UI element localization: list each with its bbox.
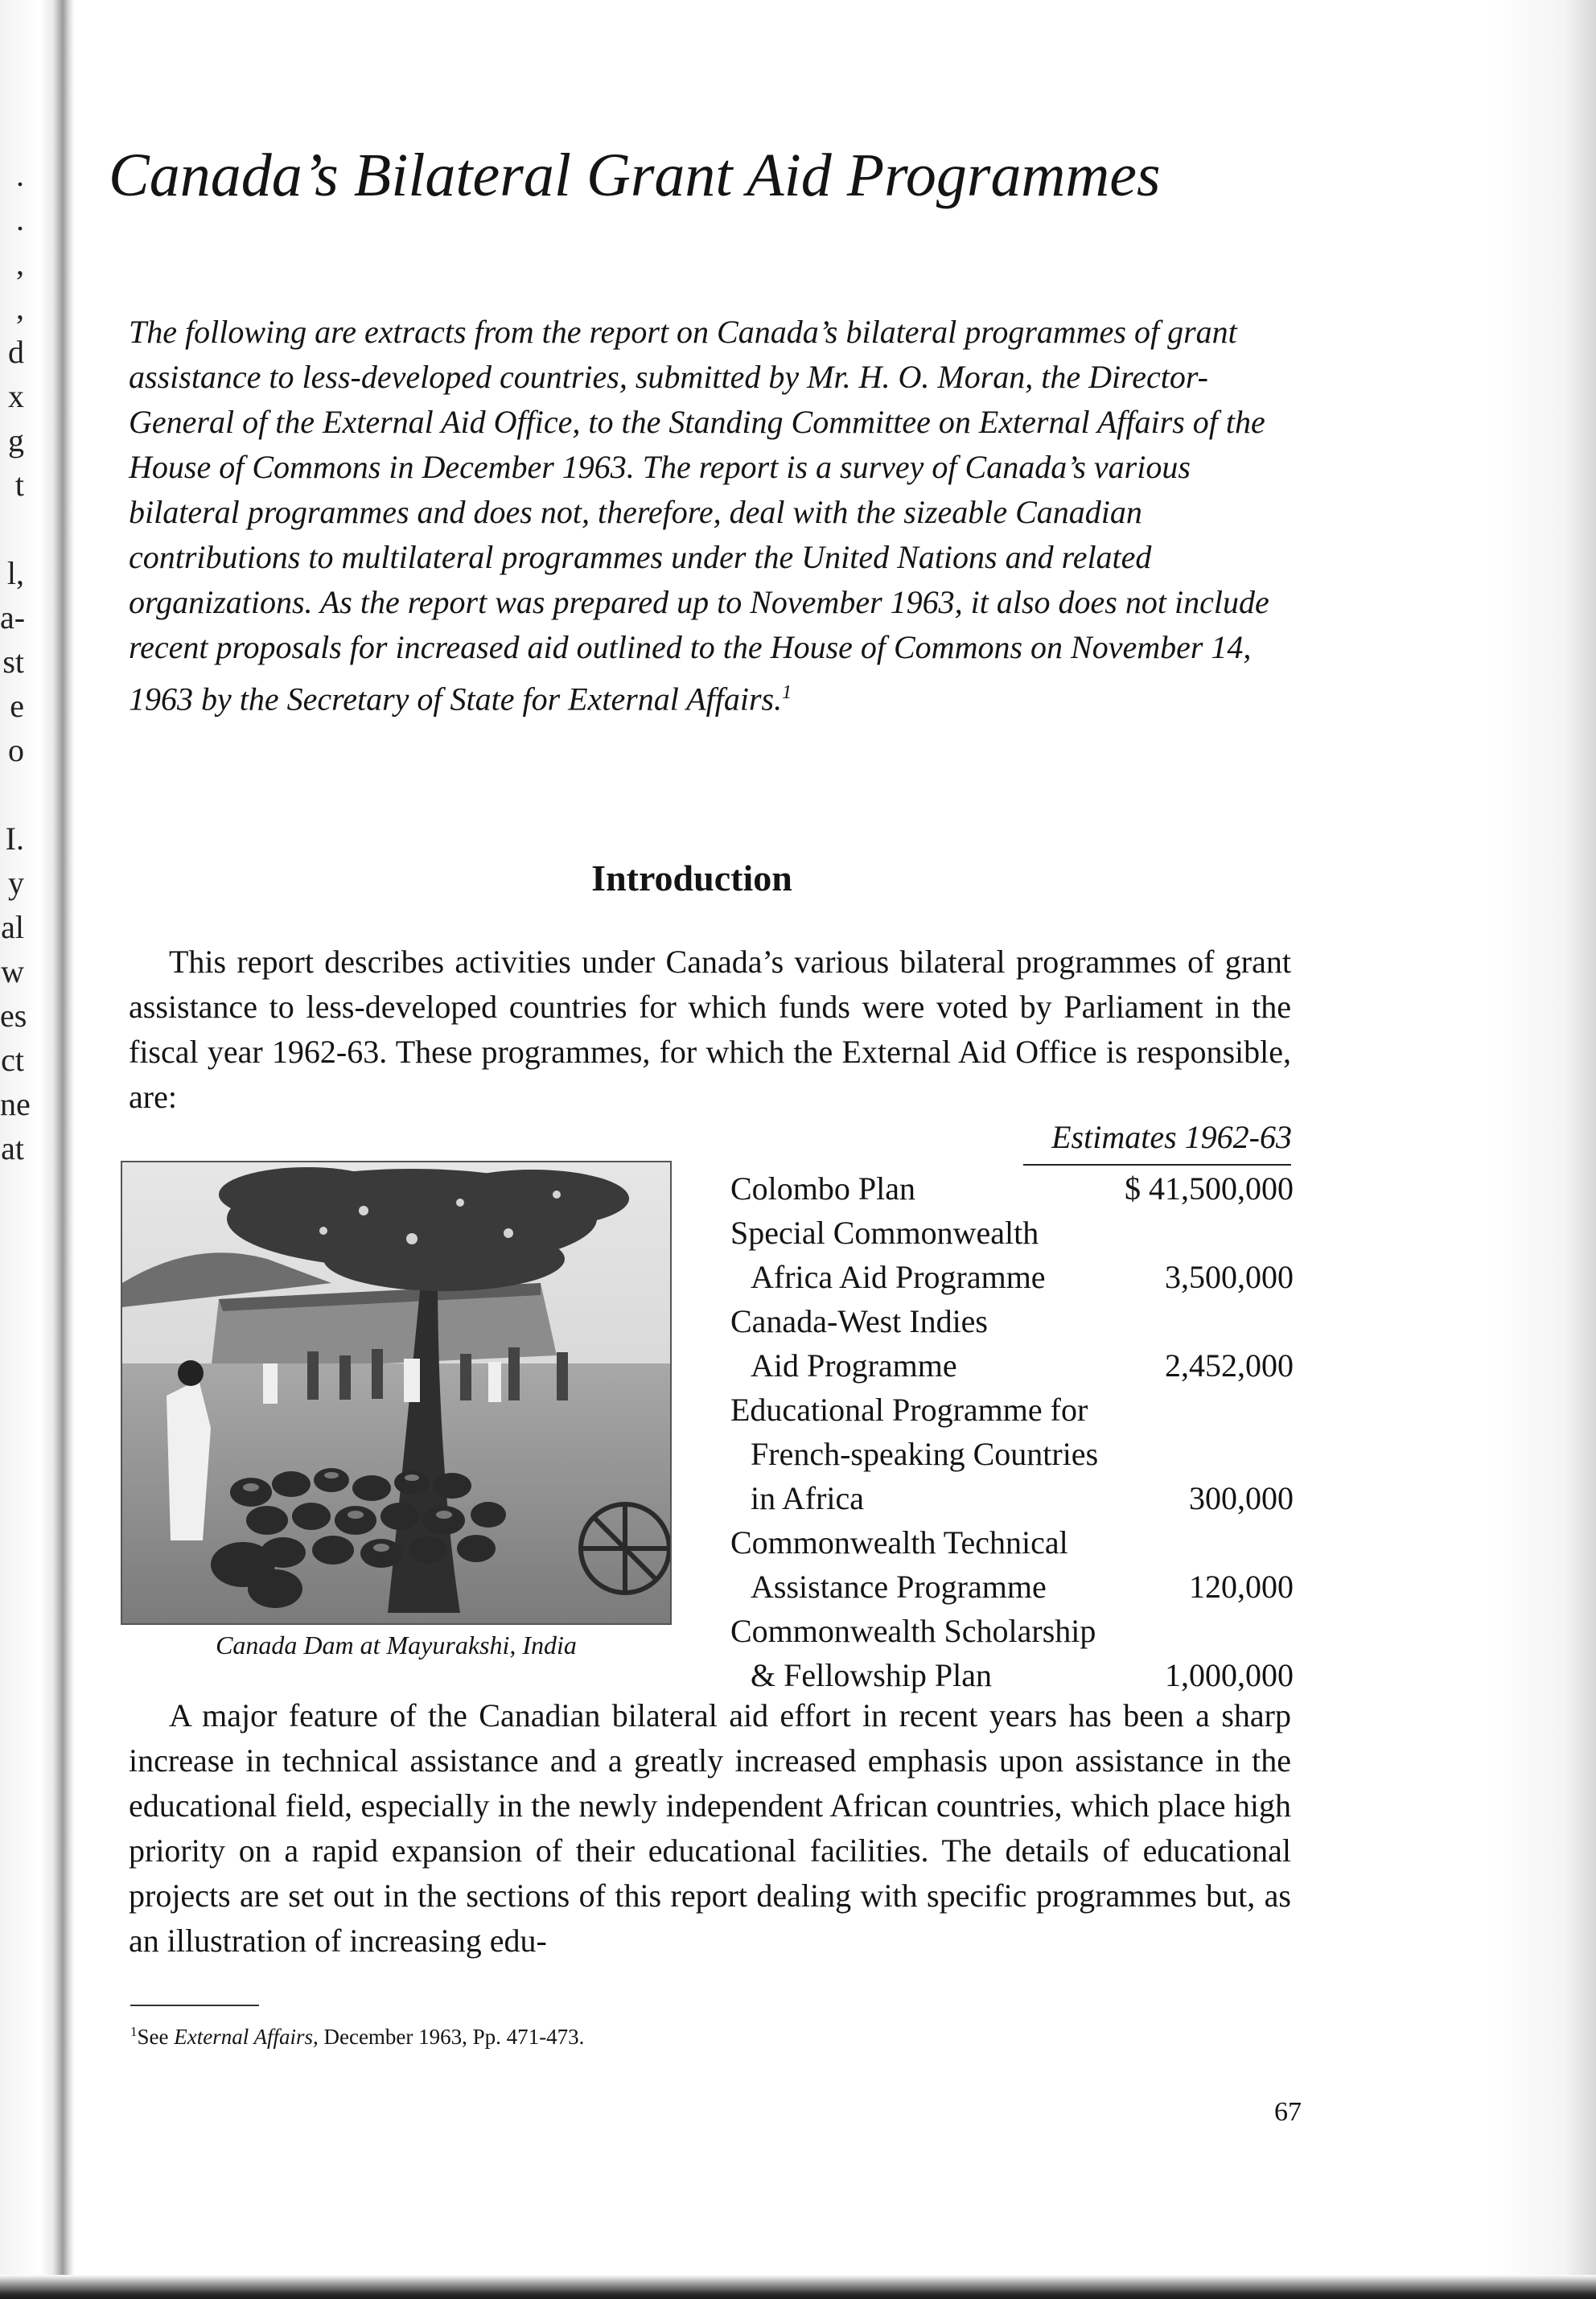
body-paragraph: A major feature of the Canadian bilateral aid effort in recent years has been a sharp increase in technical assistance and a greatly increased emphasis upon assistance in the educational field, especially in the newly independent African countries, which place high priority on a rapid expansion of their educational facilities. The details of educational projects are set out in the sections of this report dealing with specific programmes but, as an illustration of increasing edu-: [129, 1697, 1291, 1959]
estimate-amount: 120,000: [1189, 1569, 1294, 1605]
footnote-citation: December 1963, Pp. 471-473.: [318, 2025, 585, 2049]
programme-name-continued: Aid Programme: [751, 1347, 957, 1384]
adjacent-fragment: ne: [0, 1086, 31, 1122]
estimates-row: [730, 1388, 1294, 1520]
estimates-row: [730, 1609, 1294, 1697]
adjacent-fragment: al: [1, 909, 24, 945]
estimate-amount: 2,452,000: [1165, 1347, 1294, 1384]
footnote-prefix: See: [137, 2025, 175, 2049]
programme-name-continued: Assistance Programme: [751, 1569, 1047, 1605]
adjacent-fragment: t: [14, 467, 24, 503]
footnote-marker: 1: [130, 2024, 138, 2039]
adjacent-fragment: g: [8, 422, 24, 459]
programme-name: Colombo Plan: [730, 1170, 916, 1207]
programme-name: Canada-West Indies: [730, 1303, 988, 1339]
programme-name: Special Commonwealth: [730, 1215, 1039, 1251]
adjacent-fragment: at: [1, 1130, 24, 1166]
adjacent-fragment: l,: [6, 555, 24, 591]
estimates-row: [730, 1299, 1294, 1388]
adjacent-fragment: y: [8, 865, 24, 901]
page-edge-shadow: [1491, 0, 1596, 2299]
section-heading: Introduction: [591, 857, 792, 899]
adjacent-page-fragments: [0, 153, 31, 1170]
estimate-amount: $ 41,500,000: [1125, 1170, 1294, 1207]
photo-caption: Canada Dam at Mayurakshi, India: [216, 1631, 577, 1659]
adjacent-fragment: o: [8, 732, 24, 768]
estimates-row: [730, 1211, 1294, 1299]
estimate-amount: 300,000: [1189, 1480, 1294, 1516]
adjacent-fragment: .: [16, 157, 24, 193]
programme-name-continued: & Fellowship Plan: [751, 1657, 993, 1693]
estimates-rule: [1023, 1164, 1291, 1166]
estimate-amount: 3,500,000: [1165, 1259, 1294, 1295]
scan-bottom-edge: [0, 2275, 1596, 2299]
adjacent-fragment: st: [2, 644, 24, 680]
footnote-rule: [130, 2005, 259, 2006]
adjacent-fragment: ,: [16, 290, 24, 326]
adjacent-fragment: d: [8, 334, 24, 370]
adjacent-fragment: [0, 772, 24, 816]
page-title: Canada’s Bilateral Grant Aid Programmes: [109, 142, 1161, 209]
adjacent-fragment: ,: [16, 245, 24, 282]
adjacent-fragment: .: [16, 201, 24, 237]
footnote: [130, 2017, 935, 2051]
estimates-header: Estimates 1962-63: [1051, 1119, 1292, 1155]
adjacent-fragment: es: [0, 997, 27, 1034]
intro-extract: [129, 310, 1283, 722]
programme-name: Commonwealth Technical: [730, 1524, 1068, 1561]
adjacent-fragment: e: [10, 688, 24, 724]
estimates-row: [730, 1166, 1294, 1211]
programme-name-continued: in Africa: [751, 1480, 865, 1516]
photo-illustration: [122, 1162, 672, 1625]
adjacent-fragment: w: [1, 953, 24, 989]
adjacent-fragment: x: [8, 378, 24, 414]
photograph-dam: [121, 1161, 672, 1625]
footnote-reference: 1: [782, 682, 792, 703]
adjacent-fragment: a-: [0, 599, 26, 635]
body-paragraph: This report describes activities under Canada’s various bilateral programmes of grant assistance to less-developed countries for which funds were voted by Parliament in the fiscal year 1962-63. These programmes, for which the External Aid Office is responsible, are:: [129, 944, 1291, 1115]
programme-name: Commonwealth Scholarship: [730, 1613, 1096, 1649]
estimate-amount: 1,000,000: [1165, 1657, 1294, 1693]
estimates-row: [730, 1520, 1294, 1609]
page-number: 67: [1274, 2097, 1302, 2127]
estimates-table: [730, 1166, 1294, 1697]
programme-name: Educational Programme for: [730, 1392, 1088, 1428]
intro-extract-text: The following are extracts from the report on Canada’s bilateral programmes of grant assistance to less-developed countries, submitted by Mr. H. O. Moran, the Director-General of the External Aid Office, to the Standing Committee on External Affairs of the House of Commons in December 1963. The report is a survey of Canada’s various bilateral programmes and does not, therefore, deal with the sizeable Canadian contributions to multilateral programmes under the United Nations and related organizations. As the report was prepared up to November 1963, it also does not include recent proposals for increased aid outlined to the House of Commons on November 14, 1963 by the Secretary of State for External Affairs.: [129, 314, 1269, 718]
adjacent-fragment: [0, 507, 24, 551]
adjacent-fragment: I.: [5, 820, 24, 857]
footnote-source: External Affairs,: [174, 2025, 319, 2049]
adjacent-fragment: ct: [1, 1042, 24, 1078]
programme-name-continued: French-speaking Countries: [751, 1436, 1099, 1472]
programme-name-continued: Africa Aid Programme: [751, 1259, 1046, 1295]
